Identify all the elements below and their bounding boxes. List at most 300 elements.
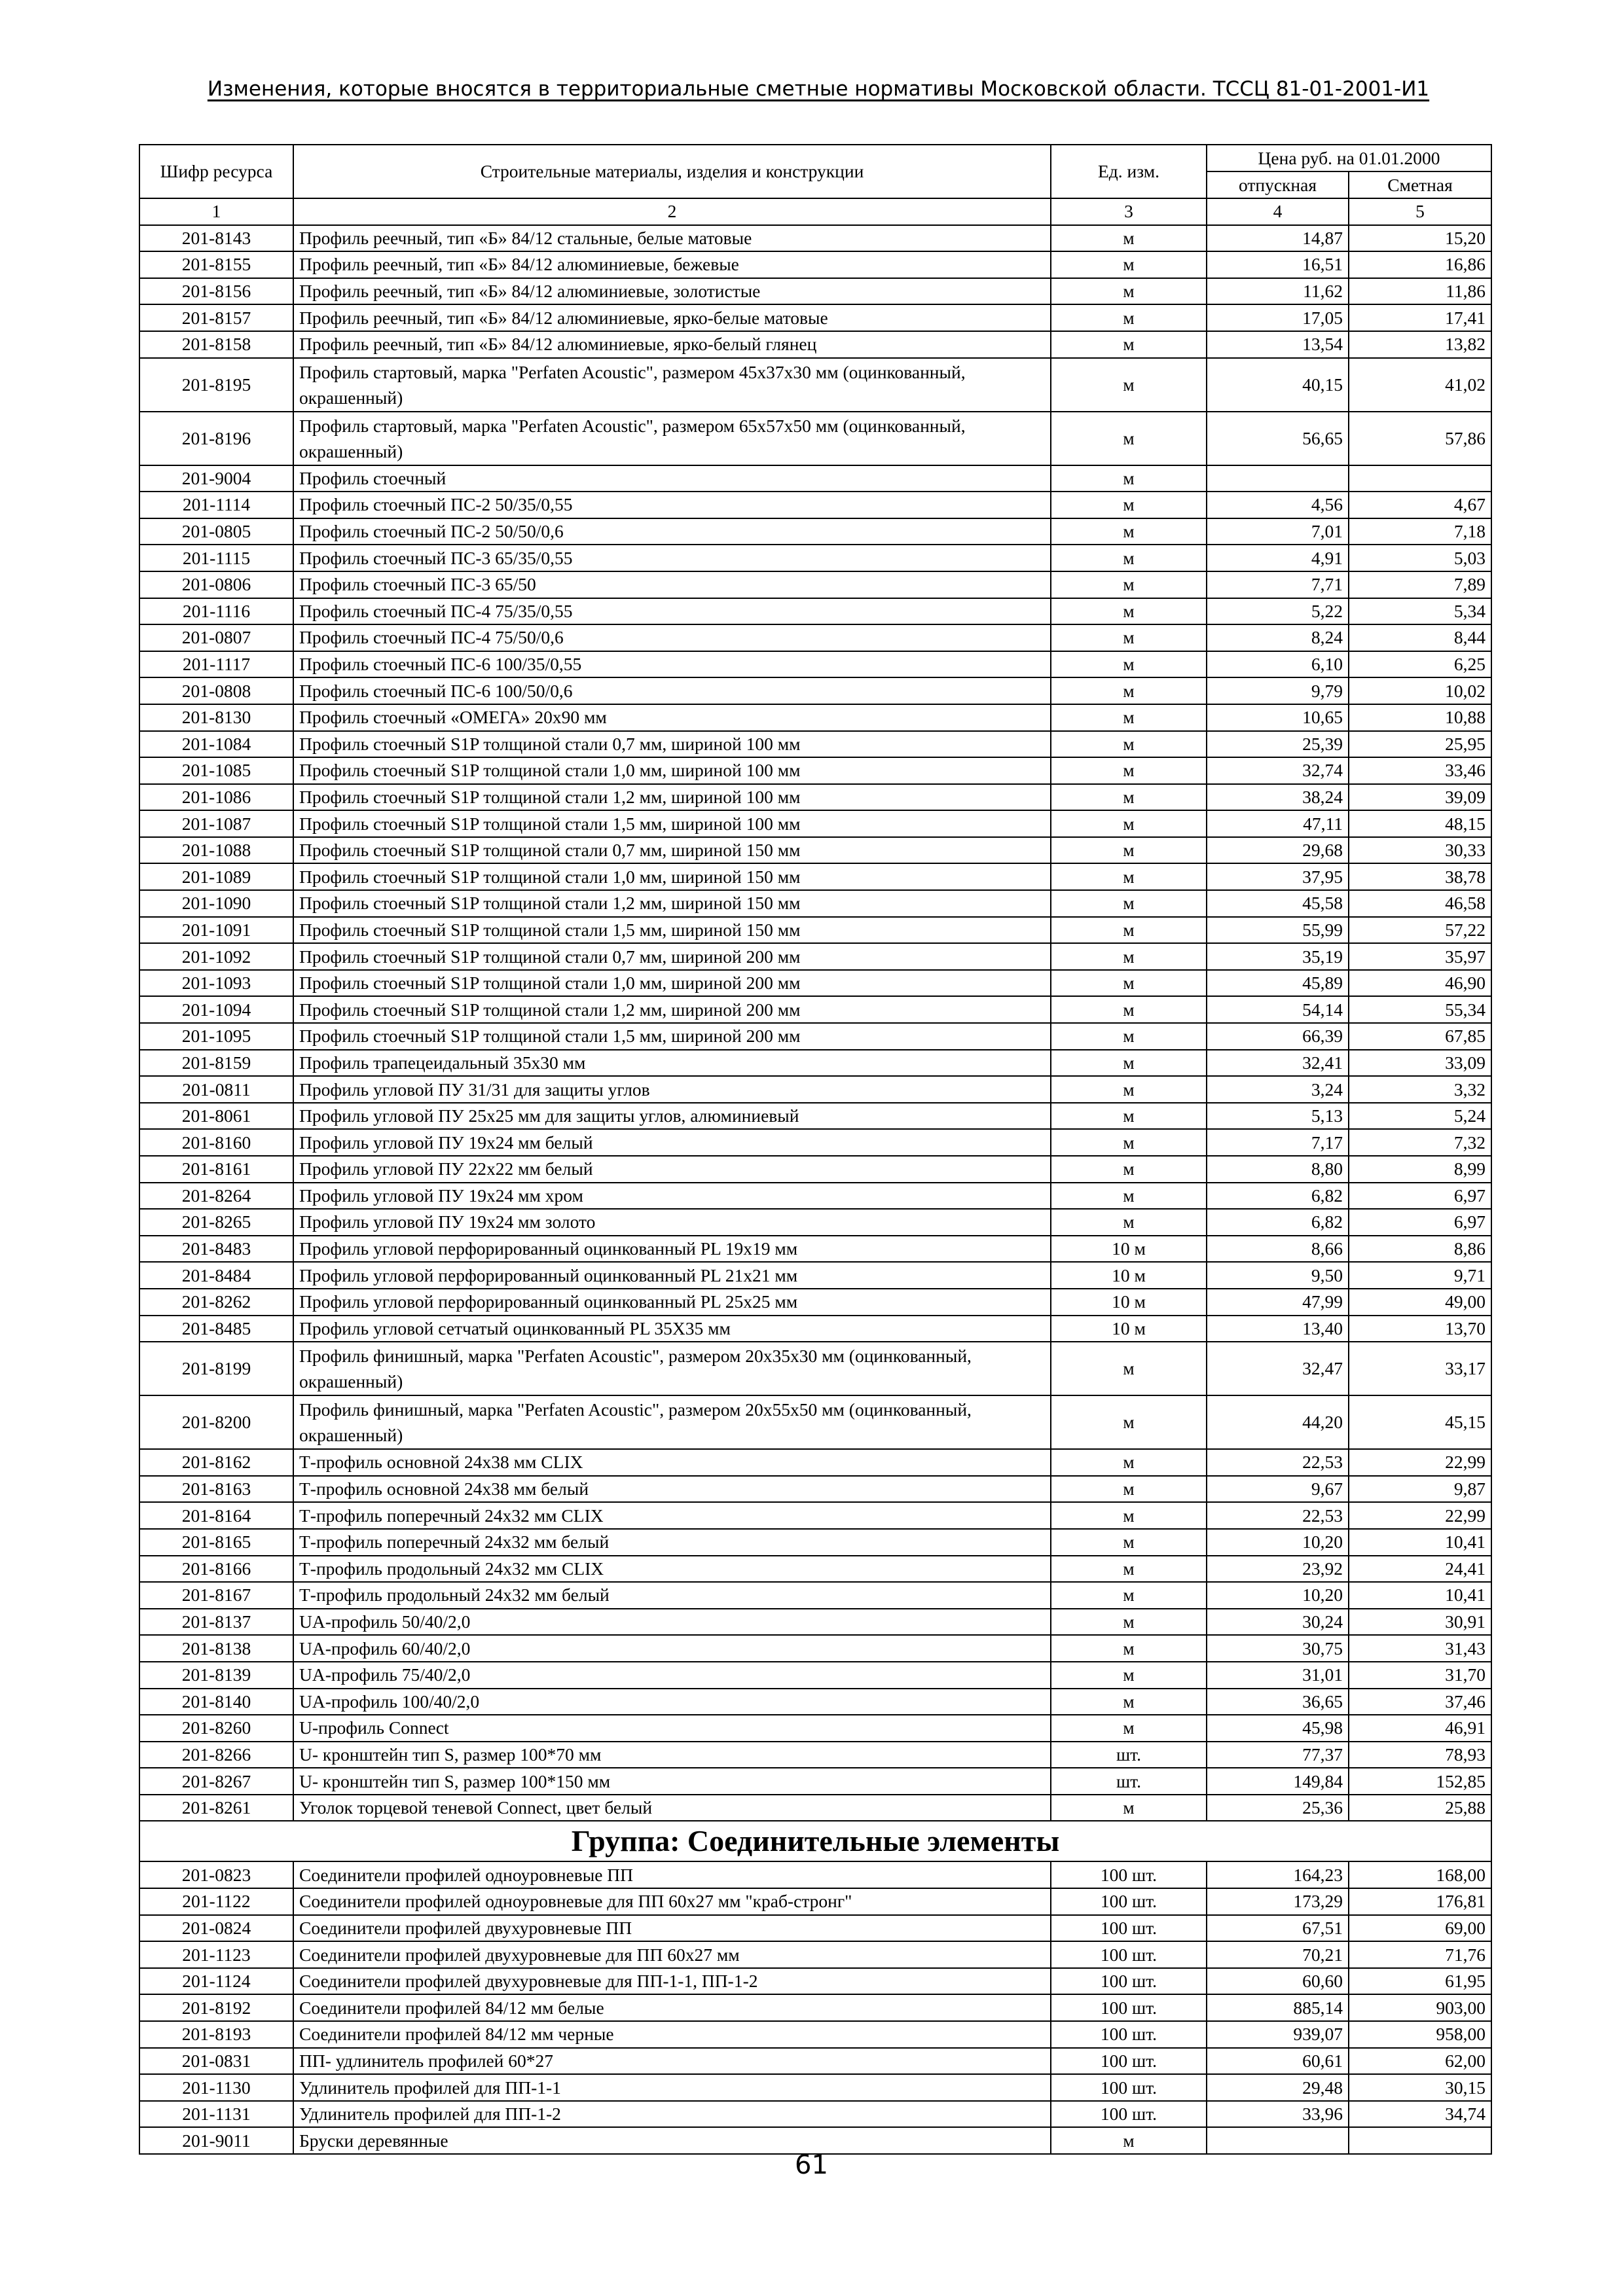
table-row — [139, 1715, 1491, 1742]
group-title: Группа: Соединительные элементы — [139, 1821, 1491, 1861]
material-name-cell: Удлинитель профилей для ПП-1-1 — [293, 2074, 1051, 2101]
price-release-cell: 173,29 — [1207, 1888, 1349, 1915]
table-row — [139, 970, 1491, 997]
material-name-cell: Профиль угловой ПУ 19х24 мм хром — [293, 1183, 1051, 1210]
price-estimate-cell: 37,46 — [1349, 1689, 1491, 1715]
price-estimate-cell: 34,74 — [1349, 2101, 1491, 2128]
price-estimate-cell: 6,25 — [1349, 651, 1491, 678]
resource-code-cell: 201-8262 — [139, 1289, 293, 1316]
unit-cell: м — [1051, 465, 1207, 492]
table-row — [139, 1316, 1491, 1342]
material-name-cell: Т-профиль основной 24х38 мм белый — [293, 1476, 1051, 1503]
price-release-cell: 13,54 — [1207, 331, 1349, 358]
resource-code-cell: 201-8484 — [139, 1262, 293, 1289]
unit-cell: м — [1051, 651, 1207, 678]
resource-code-cell: 201-8167 — [139, 1582, 293, 1609]
price-estimate-cell: 7,18 — [1349, 518, 1491, 545]
resource-code-cell: 201-1131 — [139, 2101, 293, 2128]
resource-code-cell: 201-8137 — [139, 1609, 293, 1636]
resource-code-cell: 201-8196 — [139, 412, 293, 465]
price-release-cell: 31,01 — [1207, 1662, 1349, 1689]
price-estimate-cell: 8,99 — [1349, 1156, 1491, 1183]
price-estimate-cell: 31,43 — [1349, 1635, 1491, 1662]
unit-cell: м — [1051, 810, 1207, 837]
table-row — [139, 651, 1491, 678]
resource-code-cell: 201-0831 — [139, 2048, 293, 2075]
material-name-cell: Профиль стоечный S1P толщиной стали 1,5 мм, шириной 100 мм — [293, 810, 1051, 837]
unit-cell: м — [1051, 1795, 1207, 1821]
table-row — [139, 1582, 1491, 1609]
unit-cell: м — [1051, 225, 1207, 252]
resource-code-cell: 201-1085 — [139, 757, 293, 784]
price-release-cell: 37,95 — [1207, 863, 1349, 890]
resource-code-cell: 201-8162 — [139, 1449, 293, 1476]
price-release-cell: 8,24 — [1207, 624, 1349, 651]
unit-cell: 100 шт. — [1051, 1994, 1207, 2021]
resource-code-cell: 201-8161 — [139, 1156, 293, 1183]
unit-cell: м — [1051, 1076, 1207, 1103]
table-row — [139, 1915, 1491, 1942]
unit-cell: м — [1051, 1342, 1207, 1395]
price-estimate-cell: 45,15 — [1349, 1395, 1491, 1449]
resource-code-cell: 201-8195 — [139, 358, 293, 412]
unit-cell: м — [1051, 757, 1207, 784]
price-estimate-cell: 152,85 — [1349, 1768, 1491, 1795]
unit-cell: м — [1051, 943, 1207, 970]
material-name-cell: Профиль стоечный S1P толщиной стали 0,7 мм, шириной 200 мм — [293, 943, 1051, 970]
material-name-cell: Профиль стоечный ПС-3 65/35/0,55 — [293, 545, 1051, 571]
resource-code-cell: 201-8164 — [139, 1502, 293, 1529]
material-name-cell: Профиль стоечный S1P толщиной стали 1,0 мм, шириной 150 мм — [293, 863, 1051, 890]
price-release-cell: 56,65 — [1207, 412, 1349, 465]
table-row — [139, 1556, 1491, 1583]
price-estimate-cell: 10,02 — [1349, 677, 1491, 704]
price-estimate-cell: 17,41 — [1349, 304, 1491, 331]
table-row — [139, 1742, 1491, 1768]
price-estimate-cell: 9,87 — [1349, 1476, 1491, 1503]
material-name-cell: Удлинитель профилей для ПП-1-2 — [293, 2101, 1051, 2128]
price-release-cell: 149,84 — [1207, 1768, 1349, 1795]
material-name-cell: UA-профиль 100/40/2,0 — [293, 1689, 1051, 1715]
price-release-cell: 45,89 — [1207, 970, 1349, 997]
table-row — [139, 1861, 1491, 1888]
price-estimate-cell: 168,00 — [1349, 1861, 1491, 1888]
price-release-cell: 885,14 — [1207, 1994, 1349, 2021]
price-estimate-cell: 7,32 — [1349, 1129, 1491, 1156]
resource-code-cell: 201-8166 — [139, 1556, 293, 1583]
resource-code-cell: 201-8267 — [139, 1768, 293, 1795]
price-release-cell: 10,65 — [1207, 704, 1349, 731]
table-row — [139, 1395, 1491, 1449]
unit-cell: м — [1051, 1635, 1207, 1662]
unit-cell: м — [1051, 1609, 1207, 1636]
column-header-name: Строительные материалы, изделия и конструкции — [293, 145, 1051, 198]
material-name-cell: Соединители профилей двухуровневые ПП — [293, 1915, 1051, 1942]
price-estimate-cell: 15,20 — [1349, 225, 1491, 252]
material-name-cell: Соединители профилей 84/12 мм черные — [293, 2021, 1051, 2048]
resource-code-cell: 201-9011 — [139, 2127, 293, 2154]
material-name-cell: Профиль стоечный S1P толщиной стали 0,7 мм, шириной 150 мм — [293, 837, 1051, 864]
unit-cell: м — [1051, 1502, 1207, 1529]
price-release-cell: 30,24 — [1207, 1609, 1349, 1636]
resource-code-cell: 201-0811 — [139, 1076, 293, 1103]
unit-cell: м — [1051, 545, 1207, 571]
resource-code-cell: 201-0823 — [139, 1861, 293, 1888]
unit-cell: 100 шт. — [1051, 2074, 1207, 2101]
material-name-cell: Профиль стоечный ПС-2 50/35/0,55 — [293, 492, 1051, 518]
material-name-cell: U-профиль Connect — [293, 1715, 1051, 1742]
resource-code-cell: 201-0807 — [139, 624, 293, 651]
material-name-cell: Т-профиль продольный 24х32 мм белый — [293, 1582, 1051, 1609]
price-estimate-cell: 24,41 — [1349, 1556, 1491, 1583]
price-release-cell: 23,92 — [1207, 1556, 1349, 1583]
table-row — [139, 1994, 1491, 2021]
table-row — [139, 1502, 1491, 1529]
unit-cell: шт. — [1051, 1742, 1207, 1768]
resource-code-cell: 201-1084 — [139, 731, 293, 758]
table-row — [139, 1289, 1491, 1316]
resource-code-cell: 201-1116 — [139, 598, 293, 625]
page-number: 61 — [795, 2150, 828, 2180]
resource-code-cell: 201-8485 — [139, 1316, 293, 1342]
price-estimate-cell: 3,32 — [1349, 1076, 1491, 1103]
price-release-cell: 7,01 — [1207, 518, 1349, 545]
table-row — [139, 1103, 1491, 1130]
price-release-cell: 4,91 — [1207, 545, 1349, 571]
price-release-cell: 29,68 — [1207, 837, 1349, 864]
resource-code-cell: 201-8483 — [139, 1236, 293, 1263]
material-name-cell: U- кронштейн тип S, размер 100*150 мм — [293, 1768, 1051, 1795]
price-estimate-cell: 13,82 — [1349, 331, 1491, 358]
material-name-cell: U- кронштейн тип S, размер 100*70 мм — [293, 1742, 1051, 1768]
price-release-cell: 38,24 — [1207, 784, 1349, 811]
resource-code-cell: 201-8261 — [139, 1795, 293, 1821]
unit-cell: 10 м — [1051, 1316, 1207, 1342]
price-release-cell: 5,13 — [1207, 1103, 1349, 1130]
price-estimate-cell: 39,09 — [1349, 784, 1491, 811]
price-release-cell — [1207, 465, 1349, 492]
material-name-cell: Соединители профилей двухуровневые для ПП-1-1, ПП-1-2 — [293, 1968, 1051, 1995]
price-release-cell: 9,79 — [1207, 677, 1349, 704]
material-name-cell: Соединители профилей 84/12 мм белые — [293, 1994, 1051, 2021]
price-estimate-cell: 46,90 — [1349, 970, 1491, 997]
resource-code-cell: 201-8143 — [139, 225, 293, 252]
unit-cell: 100 шт. — [1051, 2101, 1207, 2128]
resource-code-cell: 201-8061 — [139, 1103, 293, 1130]
price-release-cell: 6,10 — [1207, 651, 1349, 678]
table-body-connectors — [139, 1861, 1491, 2154]
material-name-cell: Профиль угловой ПУ 25х25 мм для защиты углов, алюминиевый — [293, 1103, 1051, 1130]
table-row — [139, 571, 1491, 598]
table-row — [139, 518, 1491, 545]
price-release-cell: 6,82 — [1207, 1183, 1349, 1210]
table-row — [139, 1689, 1491, 1715]
unit-cell: м — [1051, 251, 1207, 278]
unit-cell: м — [1051, 970, 1207, 997]
price-release-cell: 11,62 — [1207, 278, 1349, 305]
unit-cell: 100 шт. — [1051, 1861, 1207, 1888]
unit-cell: м — [1051, 1529, 1207, 1556]
unit-cell: м — [1051, 1183, 1207, 1210]
table-row — [139, 810, 1491, 837]
price-estimate-cell: 8,44 — [1349, 624, 1491, 651]
price-estimate-cell: 5,24 — [1349, 1103, 1491, 1130]
material-name-cell: UA-профиль 60/40/2,0 — [293, 1635, 1051, 1662]
resource-code-cell: 201-8265 — [139, 1209, 293, 1236]
resource-code-cell: 201-8130 — [139, 704, 293, 731]
price-estimate-cell: 10,41 — [1349, 1582, 1491, 1609]
unit-cell: м — [1051, 731, 1207, 758]
resource-code-cell: 201-1114 — [139, 492, 293, 518]
price-release-cell: 7,71 — [1207, 571, 1349, 598]
price-release-cell: 66,39 — [1207, 1023, 1349, 1050]
table-row — [139, 304, 1491, 331]
price-table — [139, 144, 1492, 2155]
price-release-cell: 45,98 — [1207, 1715, 1349, 1742]
material-name-cell: Профиль угловой сетчатый оцинкованный PL 35X35 мм — [293, 1316, 1051, 1342]
material-name-cell: Профиль стоечный — [293, 465, 1051, 492]
material-name-cell: Профиль реечный, тип «Б» 84/12 алюминиевые, ярко-белые матовые — [293, 304, 1051, 331]
material-name-cell: Соединители профилей двухуровневые для ПП 60х27 мм — [293, 1941, 1051, 1968]
price-release-cell: 10,20 — [1207, 1582, 1349, 1609]
price-estimate-cell: 46,58 — [1349, 890, 1491, 917]
material-name-cell: Профиль угловой ПУ 19х24 мм белый — [293, 1129, 1051, 1156]
price-release-cell: 77,37 — [1207, 1742, 1349, 1768]
unit-cell: м — [1051, 863, 1207, 890]
unit-cell: м — [1051, 784, 1207, 811]
table-row — [139, 465, 1491, 492]
unit-cell: м — [1051, 1662, 1207, 1689]
resource-code-cell: 201-1115 — [139, 545, 293, 571]
price-release-cell: 40,15 — [1207, 358, 1349, 412]
price-release-cell: 36,65 — [1207, 1689, 1349, 1715]
price-release-cell: 29,48 — [1207, 2074, 1349, 2101]
resource-code-cell: 201-8159 — [139, 1050, 293, 1077]
resource-code-cell: 201-8193 — [139, 2021, 293, 2048]
price-release-cell: 25,39 — [1207, 731, 1349, 758]
price-release-cell: 55,99 — [1207, 917, 1349, 944]
unit-cell: м — [1051, 331, 1207, 358]
price-release-cell: 47,99 — [1207, 1289, 1349, 1316]
material-name-cell: Профиль реечный, тип «Б» 84/12 алюминиевые, ярко-белый глянец — [293, 331, 1051, 358]
price-estimate-cell: 25,95 — [1349, 731, 1491, 758]
unit-cell: 100 шт. — [1051, 1941, 1207, 1968]
resource-code-cell: 201-1094 — [139, 996, 293, 1023]
unit-cell: 100 шт. — [1051, 1888, 1207, 1915]
price-release-cell: 22,53 — [1207, 1502, 1349, 1529]
material-name-cell: Профиль стоечный «ОМЕГА» 20х90 мм — [293, 704, 1051, 731]
material-name-cell: Профиль угловой ПУ 22х22 мм белый — [293, 1156, 1051, 1183]
price-estimate-cell: 7,89 — [1349, 571, 1491, 598]
resource-code-cell: 201-8138 — [139, 1635, 293, 1662]
price-estimate-cell: 57,22 — [1349, 917, 1491, 944]
table-row — [139, 412, 1491, 465]
table-row — [139, 492, 1491, 518]
table-row — [139, 1635, 1491, 1662]
price-estimate-cell: 22,99 — [1349, 1502, 1491, 1529]
resource-code-cell: 201-8160 — [139, 1129, 293, 1156]
material-name-cell: Профиль стоечный S1P толщиной стали 1,2 мм, шириной 150 мм — [293, 890, 1051, 917]
unit-cell: м — [1051, 704, 1207, 731]
unit-cell: м — [1051, 571, 1207, 598]
table-row — [139, 358, 1491, 412]
column-number: 2 — [293, 198, 1051, 225]
price-release-cell: 8,80 — [1207, 1156, 1349, 1183]
price-estimate-cell: 176,81 — [1349, 1888, 1491, 1915]
resource-code-cell: 201-8156 — [139, 278, 293, 305]
price-release-cell: 164,23 — [1207, 1861, 1349, 1888]
column-header-code: Шифр ресурса — [139, 145, 293, 198]
table-row — [139, 1662, 1491, 1689]
unit-cell: м — [1051, 1715, 1207, 1742]
table-row — [139, 1609, 1491, 1636]
price-estimate-cell: 8,86 — [1349, 1236, 1491, 1263]
price-estimate-cell: 33,09 — [1349, 1050, 1491, 1077]
table-row — [139, 1209, 1491, 1236]
resource-code-cell: 201-1092 — [139, 943, 293, 970]
price-estimate-cell: 5,03 — [1349, 545, 1491, 571]
price-release-cell: 25,36 — [1207, 1795, 1349, 1821]
material-name-cell: Профиль стоечный S1P толщиной стали 1,0 мм, шириной 200 мм — [293, 970, 1051, 997]
price-estimate-cell: 5,34 — [1349, 598, 1491, 625]
material-name-cell: Т-профиль продольный 24х32 мм CLIX — [293, 1556, 1051, 1583]
material-name-cell: Профиль финишный, марка "Perfaten Acoustic", размером 20x35x30 мм (оцинкованный, окрашенный) — [293, 1342, 1051, 1395]
price-estimate-cell: 30,33 — [1349, 837, 1491, 864]
material-name-cell: Профиль стоечный S1P толщиной стали 1,5 мм, шириной 200 мм — [293, 1023, 1051, 1050]
resource-code-cell: 201-1095 — [139, 1023, 293, 1050]
price-release-cell: 54,14 — [1207, 996, 1349, 1023]
material-name-cell: Соединители профилей одноуровневые ПП — [293, 1861, 1051, 1888]
price-release-cell: 3,24 — [1207, 1076, 1349, 1103]
resource-code-cell: 201-1093 — [139, 970, 293, 997]
price-estimate-cell: 25,88 — [1349, 1795, 1491, 1821]
price-release-cell: 7,17 — [1207, 1129, 1349, 1156]
unit-cell: шт. — [1051, 1768, 1207, 1795]
table-row — [139, 1888, 1491, 1915]
table-row — [139, 1236, 1491, 1263]
resource-code-cell: 201-8199 — [139, 1342, 293, 1395]
material-name-cell: Т-профиль поперечный 24х32 мм белый — [293, 1529, 1051, 1556]
material-name-cell: Профиль стоечный S1P толщиной стали 1,2 мм, шириной 200 мм — [293, 996, 1051, 1023]
unit-cell: 100 шт. — [1051, 2021, 1207, 2048]
price-estimate-cell: 30,91 — [1349, 1609, 1491, 1636]
material-name-cell: Профиль стоечный ПС-3 65/50 — [293, 571, 1051, 598]
price-estimate-cell: 62,00 — [1349, 2048, 1491, 2075]
column-header-price-group: Цена руб. на 01.01.2000 — [1207, 145, 1491, 171]
group-heading-section — [139, 1821, 1491, 1861]
unit-cell: 100 шт. — [1051, 1968, 1207, 1995]
table-row — [139, 598, 1491, 625]
table-row — [139, 1449, 1491, 1476]
table-row — [139, 1529, 1491, 1556]
unit-cell: м — [1051, 598, 1207, 625]
price-release-cell: 60,61 — [1207, 2048, 1349, 2075]
material-name-cell: Т-профиль поперечный 24х32 мм CLIX — [293, 1502, 1051, 1529]
price-release-cell: 22,53 — [1207, 1449, 1349, 1476]
unit-cell: 10 м — [1051, 1236, 1207, 1263]
resource-code-cell: 201-8192 — [139, 1994, 293, 2021]
resource-code-cell: 201-1124 — [139, 1968, 293, 1995]
material-name-cell: Профиль реечный, тип «Б» 84/12 алюминиевые, золотистые — [293, 278, 1051, 305]
column-header-unit: Ед. изм. — [1051, 145, 1207, 198]
resource-code-cell: 201-8264 — [139, 1183, 293, 1210]
price-estimate-cell: 6,97 — [1349, 1209, 1491, 1236]
table-row — [139, 1183, 1491, 1210]
price-release-cell: 32,41 — [1207, 1050, 1349, 1077]
unit-cell: м — [1051, 2127, 1207, 2154]
table-row — [139, 677, 1491, 704]
table-row — [139, 757, 1491, 784]
material-name-cell: Профиль угловой ПУ 31/31 для защиты углов — [293, 1076, 1051, 1103]
material-name-cell: UA-профиль 50/40/2,0 — [293, 1609, 1051, 1636]
unit-cell: м — [1051, 278, 1207, 305]
table-row — [139, 1795, 1491, 1821]
resource-code-cell: 201-8165 — [139, 1529, 293, 1556]
material-name-cell: Профиль трапецеидальный 35х30 мм — [293, 1050, 1051, 1077]
resource-code-cell: 201-0808 — [139, 677, 293, 704]
material-name-cell: Профиль реечный, тип «Б» 84/12 стальные, белые матовые — [293, 225, 1051, 252]
table-row — [139, 331, 1491, 358]
price-estimate-cell: 67,85 — [1349, 1023, 1491, 1050]
price-estimate-cell: 9,71 — [1349, 1262, 1491, 1289]
column-number: 3 — [1051, 198, 1207, 225]
resource-code-cell: 201-1117 — [139, 651, 293, 678]
price-release-cell: 44,20 — [1207, 1395, 1349, 1449]
unit-cell: м — [1051, 304, 1207, 331]
material-name-cell: Профиль угловой перфорированный оцинкованный PL 25x25 мм — [293, 1289, 1051, 1316]
price-release-cell: 30,75 — [1207, 1635, 1349, 1662]
price-release-cell: 32,47 — [1207, 1342, 1349, 1395]
column-number: 1 — [139, 198, 293, 225]
material-name-cell: Профиль стоечный ПС-4 75/35/0,55 — [293, 598, 1051, 625]
price-estimate-cell: 10,88 — [1349, 704, 1491, 731]
unit-cell: м — [1051, 1395, 1207, 1449]
price-estimate-cell: 903,00 — [1349, 1994, 1491, 2021]
price-release-cell: 35,19 — [1207, 943, 1349, 970]
column-number: 4 — [1207, 198, 1349, 225]
price-estimate-cell: 57,86 — [1349, 412, 1491, 465]
unit-cell: м — [1051, 1050, 1207, 1077]
material-name-cell: Профиль стартовый, марка "Perfaten Acoustic", размером 45x37x30 мм (оцинкованный, окрашенный) — [293, 358, 1051, 412]
table-row — [139, 2074, 1491, 2101]
unit-cell: м — [1051, 1556, 1207, 1583]
resource-code-cell: 201-8266 — [139, 1742, 293, 1768]
material-name-cell: Профиль стоечный ПС-2 50/50/0,6 — [293, 518, 1051, 545]
resource-code-cell: 201-8155 — [139, 251, 293, 278]
unit-cell: 10 м — [1051, 1289, 1207, 1316]
price-estimate-cell: 38,78 — [1349, 863, 1491, 890]
resource-code-cell: 201-8200 — [139, 1395, 293, 1449]
price-estimate-cell: 33,17 — [1349, 1342, 1491, 1395]
price-estimate-cell: 69,00 — [1349, 1915, 1491, 1942]
table-row — [139, 837, 1491, 864]
resource-code-cell: 201-8140 — [139, 1689, 293, 1715]
price-release-cell: 9,50 — [1207, 1262, 1349, 1289]
resource-code-cell: 201-1086 — [139, 784, 293, 811]
material-name-cell: Профиль реечный, тип «Б» 84/12 алюминиевые, бежевые — [293, 251, 1051, 278]
table-body-profiles — [139, 225, 1491, 1821]
price-estimate-cell: 48,15 — [1349, 810, 1491, 837]
resource-code-cell: 201-0806 — [139, 571, 293, 598]
price-estimate-cell: 41,02 — [1349, 358, 1491, 412]
material-name-cell: ПП- удлинитель профилей 60*27 — [293, 2048, 1051, 2075]
material-name-cell: Бруски деревянные — [293, 2127, 1051, 2154]
price-release-cell: 45,58 — [1207, 890, 1349, 917]
material-name-cell: Профиль угловой перфорированный оцинкованный PL 21x21 мм — [293, 1262, 1051, 1289]
unit-cell: м — [1051, 1156, 1207, 1183]
material-name-cell: Профиль стоечный S1P толщиной стали 1,2 мм, шириной 100 мм — [293, 784, 1051, 811]
table-row — [139, 1968, 1491, 1995]
